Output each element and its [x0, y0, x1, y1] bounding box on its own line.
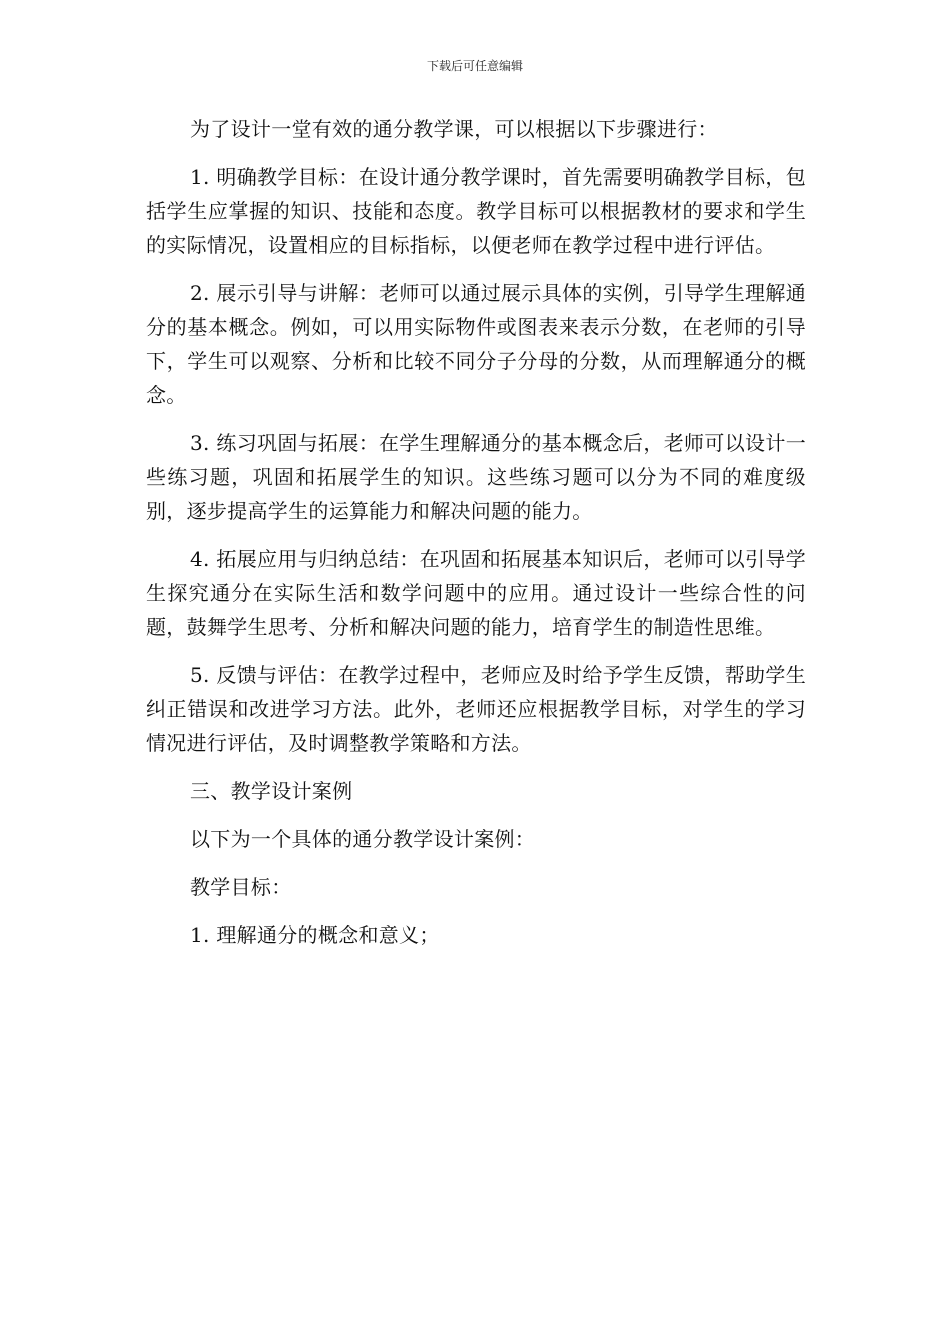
step-3-paragraph: 3. 练习巩固与拓展：在学生理解通分的基本概念后，老师可以设计一些练习题，巩固和拓展学生的知识。这些练习题可以分为不同的难度级别，逐步提高学生的运算能力和解决问题的能力。 — [146, 431, 806, 523]
objectives-heading: 教学目标： — [190, 875, 292, 899]
document-body — [146, 112, 806, 966]
step-2-paragraph: 2. 展示引导与讲解：老师可以通过展示具体的实例，引导学生理解通分的基本概念。例如，可以用实际物件或图表来表示分数，在老师的引导下，学生可以观察、分析和比较不同分子分母的分数，从而理解通分的概念。 — [146, 281, 806, 407]
case-intro-paragraph: 以下为一个具体的通分教学设计案例： — [190, 827, 536, 851]
section-heading: 三、教学设计案例 — [190, 779, 353, 803]
step-5-paragraph: 5. 反馈与评估：在教学过程中，老师应及时给予学生反馈，帮助学生纠正错误和改进学习方法。此外，老师还应根据教学目标，对学生的学习情况进行评估，及时调整教学策略和方法。 — [146, 663, 806, 755]
intro-paragraph: 为了设计一堂有效的通分教学课，可以根据以下步骤进行： — [190, 117, 718, 141]
step-4-paragraph: 4. 拓展应用与归纳总结：在巩固和拓展基本知识后，老师可以引导学生探究通分在实际生活和数学问题中的应用。通过设计一些综合性的问题，鼓舞学生思考、分析和解决问题的能力，培育学生的制造性思维。 — [146, 547, 806, 639]
objective-1-paragraph: 1. 理解通分的概念和意义； — [190, 923, 440, 947]
page-header: 下载后可任意编辑 — [426, 59, 523, 73]
step-1-paragraph: 1. 明确教学目标：在设计通分教学课时，首先需要明确教学目标，包括学生应掌握的知识、技能和态度。教学目标可以根据教材的要求和学生的实际情况，设置相应的目标指标，以便老师在教学过程中进行评估。 — [146, 165, 806, 257]
